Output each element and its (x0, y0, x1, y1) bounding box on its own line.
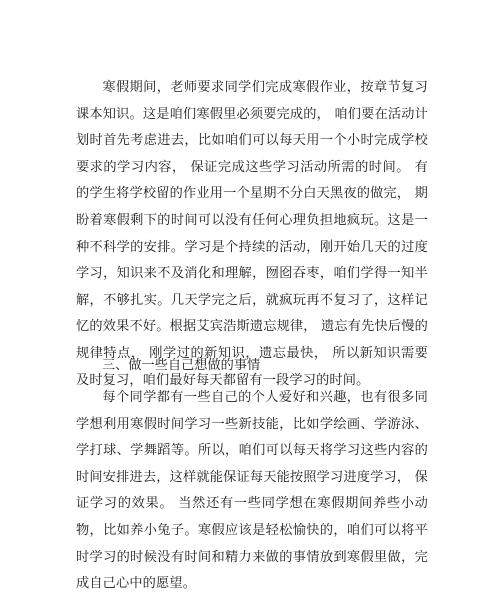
section-heading: 三、做一些自己想做的事情 (102, 358, 261, 373)
body-paragraph: 每个同学都有一些自己的个人爱好和兴趣，也有很多同学想利用寒假时间学习一些新技能，比如学绘画、学游泳、学打球、学舞蹈等。所以，咱们可以每天将学习这些内容的时间安排进去，这样就能保证每天能按照学习进度学习， 保证学习的效果。 当然还有一些同学想在寒假期间养些小动物，比如养小兔子。寒假应该是轻松愉快的，咱们可以将平时学习的时候没有时间和精力来做的事情放到寒假里做，完成自己心中的愿望。 (76, 390, 428, 592)
body-paragraph: 寒假期间，老师要求同学们完成寒假作业，按章节复习课本知识。这是咱们寒假里必须要完成的， 咱们要在活动计划时首先考虑进去，比如咱们可以每天用一个小时完成学校要求的学习内容， 保证完成这些学习活动所需的时间。 有的学生将学校留的作业用一个星期不分白天黑夜的做完， 期盼着寒假剩下的时间可以没有任何心理负担地疯玩。这是一种不科学的安排。学习是个持续的活动，刚开始几天的过度学习，知识来不及消化和理解，囫囵吞枣，咱们学得一知半解，不够扎实。几天学完之后，就疯玩再不复习了，这样记忆的效果不好。根据艾宾浩斯遗忘规律， 遗忘有先快后慢的规律特点， 刚学过的新知识，遗忘最快， 所以新知识需要及时复习，咱们最好每天都留有一段学习的时间。 (76, 80, 428, 388)
